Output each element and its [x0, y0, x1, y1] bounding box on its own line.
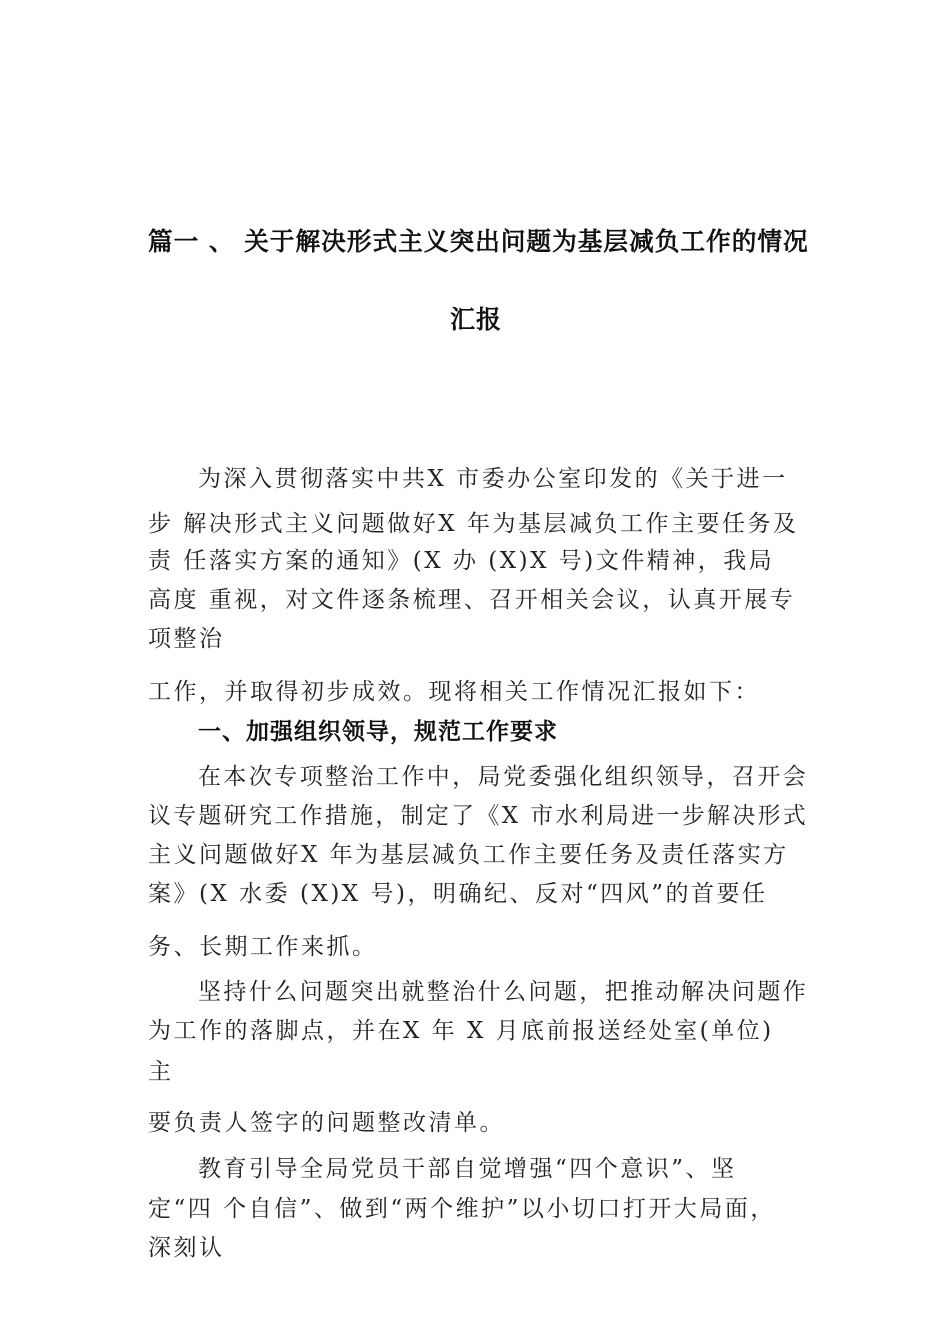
paragraph-line: 项整治: [148, 626, 225, 652]
paragraph-line: 议专题研究工作措施，制定了《X 市水利局进一步解决形式: [148, 803, 809, 829]
section-heading: 一、加强组织领导，规范工作要求: [198, 719, 558, 745]
paragraph-line: 为工作的落脚点，并在X 年 X 月底前报送经处室(单位): [148, 1018, 774, 1044]
paragraph-line: 案》(X 水委 (X)X 号)，明确纪、反对“四风”的首要任: [148, 881, 768, 907]
paragraph-line: 坚持什么问题突出就整治什么问题，把推动解决问题作: [198, 979, 809, 1005]
paragraph-line: 深刻认: [148, 1235, 225, 1261]
paragraph-line: 教育引导全局党员干部自觉增强“四个意识”、坚: [198, 1156, 737, 1182]
paragraph-line: 工作，并取得初步成效。现将相关工作情况汇报如下：: [148, 679, 760, 705]
paragraph-line: 在本次专项整治工作中，局党委强化组织领导，召开会: [198, 764, 809, 790]
document-title-line-2: 汇报: [450, 305, 503, 334]
paragraph-line: 主义问题做好X 年为基层减负工作主要任务及责任落实方: [148, 842, 789, 868]
document-title-line-1: 篇一 、 关于解决形式主义突出问题为基层减负工作的情况: [148, 227, 809, 256]
paragraph-line: 高度 重视，对文件逐条梳理、召开相关会议，认真开展专: [148, 587, 796, 613]
paragraph-line: 定“四 个自信”、做到“两个维护”以小切口打开大局面，: [148, 1196, 776, 1222]
paragraph-line: 要负责人签字的问题整改清单。: [148, 1110, 505, 1136]
paragraph-line: 责 任落实方案的通知》(X 办 (X)X 号)文件精神，我局: [148, 548, 775, 574]
paragraph-line: 主: [148, 1059, 174, 1085]
paragraph-line: 为深入贯彻落实中共X 市委办公室印发的《关于进一: [198, 466, 788, 492]
paragraph-line: 步 解决形式主义问题做好X 年为基层减负工作主要任务及: [148, 511, 799, 537]
paragraph-line: 务、长期工作来抓。: [148, 934, 378, 960]
